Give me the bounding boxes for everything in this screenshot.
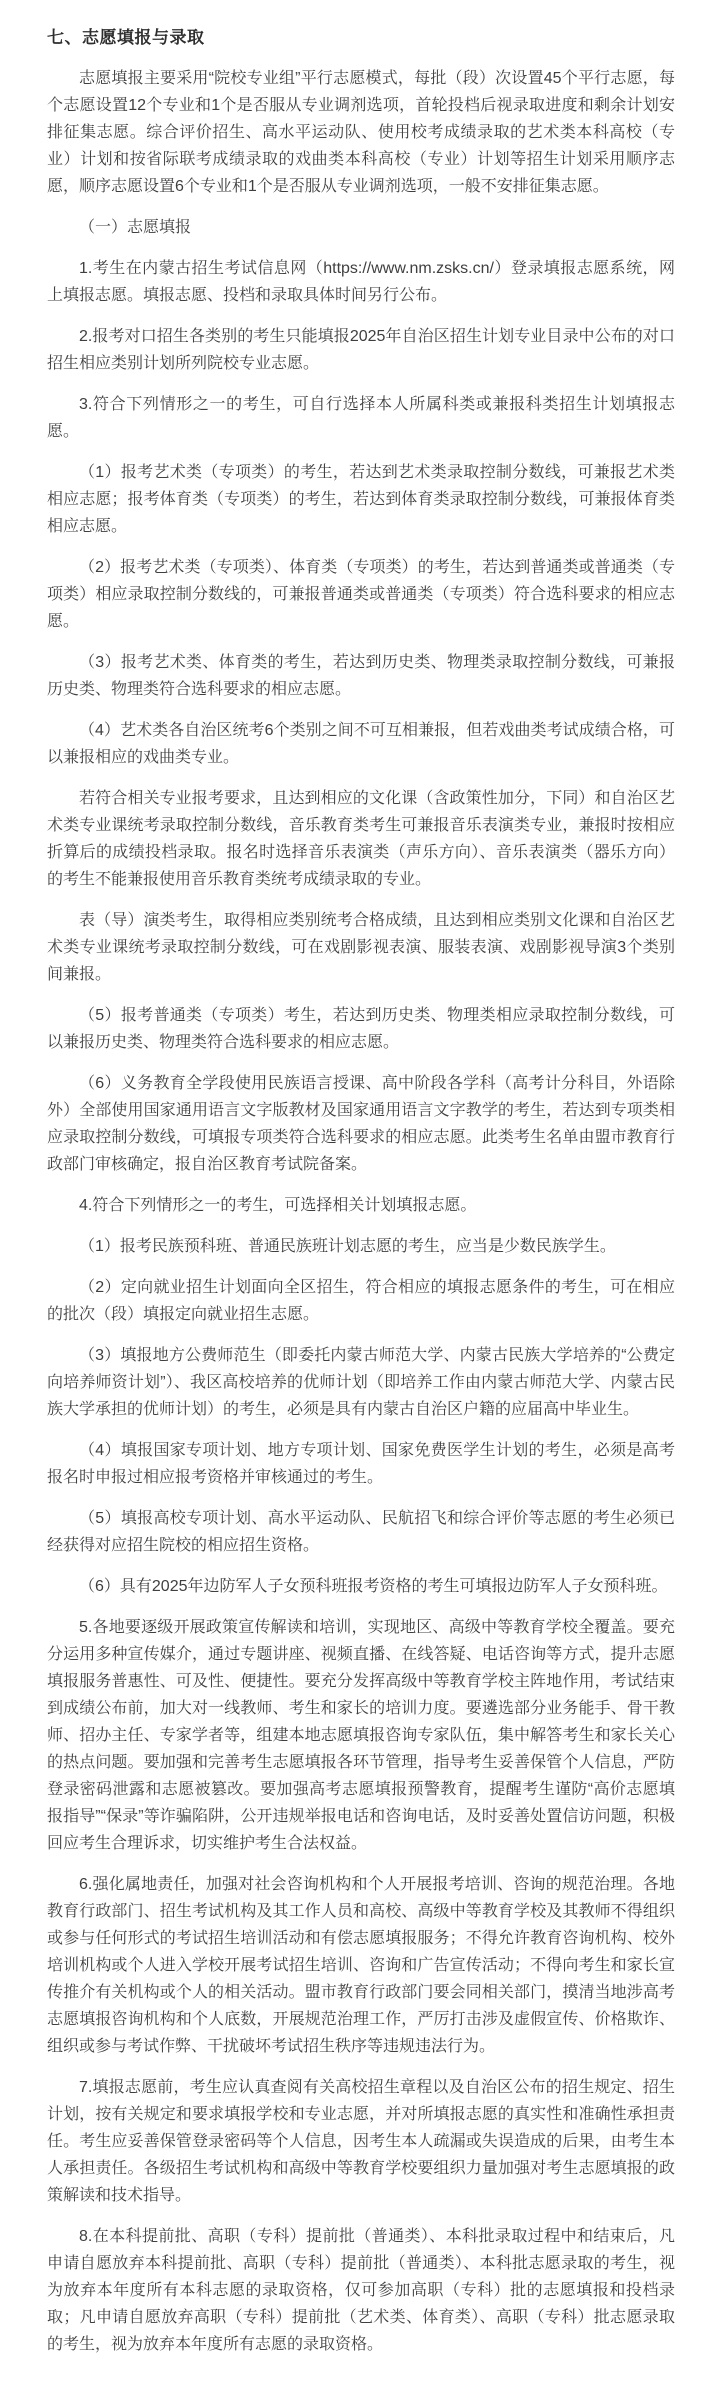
paragraph-3: 3.符合下列情形之一的考生，可自行选择本人所属科类或兼报科类招生计划填报志愿。	[47, 396, 675, 440]
paragraph-4-item-3: （3）填报地方公费师范生（即委托内蒙古师范大学、内蒙古民族大学培养的“公费定向培养师资计划”）、我区高校培养的优师计划（即培养工作由内蒙古师范大学、内蒙古民族大学承担的优师计划）的考生，必须是具有内蒙古自治区户籍的应届高中毕业生。	[47, 1347, 675, 1418]
paragraph-4-item-4: （4）填报国家专项计划、地方专项计划、国家免费医学生计划的考生，必须是高考报名时申报过相应报考资格并审核通过的考生。	[47, 1442, 675, 1486]
paragraph-1: 1.考生在内蒙古招生考试信息网（https://www.nm.zsks.cn/）登录填报志愿系统，网上填报志愿。填报志愿、投档和录取具体时间另行公布。	[47, 260, 675, 304]
paragraph-4-item-6: （6）具有2025年边防军人子女预科班报考资格的考生可填报边防军人子女预科班。	[79, 1578, 668, 1595]
paragraph-3-item-5: （5）报考普通类（专项类）考生，若达到历史类、物理类相应录取控制分数线，可以兼报历史类、物理类符合选科要求的相应志愿。	[47, 1007, 675, 1051]
paragraph-4-item-5: （5）填报高校专项计划、高水平运动队、民航招飞和综合评价等志愿的考生必须已经获得对应招生院校的相应招生资格。	[47, 1510, 675, 1554]
paragraph-3-item-3: （3）报考艺术类、体育类的考生，若达到历史类、物理类录取控制分数线，可兼报历史类、物理类符合选科要求的相应志愿。	[47, 654, 675, 698]
paragraph-5: 5.各地要逐级开展政策宣传解读和培训，实现地区、高级中等教育学校全覆盖。要充分运用多种宣传媒介，通过专题讲座、视频直播、在线答疑、电话咨询等方式，提升志愿填报服务普惠性、可及性、便捷性。要充分发挥高级中等教育学校主阵地作用，考试结束到成绩公布前，加大对一线教师、考生和家长的培训力度。要遴选部分业务能手、骨干教师、招办主任、专家学者等，组建本地志愿填报咨询专家队伍，集中解答考生和家长关心的热点问题。要加强和完善考生志愿填报各环节管理，指导考生妥善保管个人信息，严防登录密码泄露和志愿被篡改。要加强高考志愿填报预警教育，提醒考生谨防“高价志愿填报指导”“保录”等诈骗陷阱，公开违规举报电话和咨询电话，及时妥善处置信访问题，积极回应考生合理诉求，切实维护考生合法权益。	[47, 1619, 675, 1852]
paragraph-music-note: 若符合相关专业报考要求，且达到相应的文化课（含政策性加分，下同）和自治区艺术类专业课统考录取控制分数线，音乐教育类考生可兼报音乐表演类专业，兼报时按相应折算后的成绩投档录取。报名时选择音乐表演类（声乐方向）、音乐表演类（器乐方向）的考生不能兼报使用音乐教育类统考成绩录取的专业。	[47, 790, 675, 888]
paragraph-performance-note: 表（导）演类考生，取得相应类别统考合格成绩，且达到相应类别文化课和自治区艺术类专业课统考录取控制分数线，可在戏剧影视表演、服装表演、戏剧影视导演3个类别间兼报。	[47, 912, 675, 983]
subsection-heading: （一）志愿填报	[79, 219, 192, 236]
paragraph-4: 4.符合下列情形之一的考生，可选择相关计划填报志愿。	[79, 1197, 477, 1214]
paragraph-6: 6.强化属地责任，加强对社会咨询机构和个人开展报考培训、咨询的规范治理。各地教育行政部门、招生考试机构及其工作人员和高校、高级中等教育学校及其教师不得组织或参与任何形式的考试招生培训活动和有偿志愿填报服务；不得允许教育咨询机构、校外培训机构或个人进入学校开展考试招生培训、咨询和广告宣传活动；不得向考生和家长宣传推介有关机构或个人的相关活动。盟市教育行政部门要会同相关部门，摸清当地涉高考志愿填报咨询机构和个人底数，开展规范治理工作，严厉打击涉及虚假宣传、价格欺诈、组织或参与考试作弊、干扰破坏考试招生秩序等违规违法行为。	[47, 1876, 675, 2055]
intro-paragraph: 志愿填报主要采用“院校专业组”平行志愿模式，每批（段）次设置45个平行志愿，每个志愿设置12个专业和1个是否服从专业调剂选项，首轮投档后视录取进度和剩余计划安排征集志愿。综合评价招生、高水平运动队、使用校考成绩录取的艺术类本科高校（专业）计划和按省际联考成绩录取的戏曲类本科高校（专业）计划等招生计划采用顺序志愿，顺序志愿设置6个专业和1个是否服从专业调剂选项，一般不安排征集志愿。	[47, 70, 675, 195]
paragraph-4-item-1: （1）报考民族预科班、普通民族班计划志愿的考生，应当是少数民族学生。	[79, 1238, 616, 1255]
paragraph-4-item-2: （2）定向就业招生计划面向全区招生，符合相应的填报志愿条件的考生，可在相应的批次（段）填报定向就业招生志愿。	[47, 1279, 675, 1323]
section-heading: 七、志愿填报与录取	[47, 28, 205, 47]
paragraph-2: 2.报考对口招生各类别的考生只能填报2025年自治区招生计划专业目录中公布的对口招生相应类别计划所列院校专业志愿。	[47, 328, 675, 372]
paragraph-7: 7.填报志愿前，考生应认真查阅有关高校招生章程以及自治区公布的招生规定、招生计划，按有关规定和要求填报学校和专业志愿，并对所填报志愿的真实性和准确性承担责任。考生应妥善保管登录密码等个人信息，因考生本人疏漏或失误造成的后果，由考生本人承担责任。各级招生考试机构和高级中等教育学校要组织力量加强对考生志愿填报的政策解读和技术指导。	[47, 2079, 675, 2204]
paragraph-3-item-1: （1）报考艺术类（专项类）的考生，若达到艺术类录取控制分数线，可兼报艺术类相应志愿；报考体育类（专项类）的考生，若达到体育类录取控制分数线，可兼报体育类相应志愿。	[47, 464, 675, 535]
paragraph-3-item-4: （4）艺术类各自治区统考6个类别之间不可互相兼报，但若戏曲类考试成绩合格，可以兼报相应的戏曲类专业。	[47, 722, 675, 766]
paragraph-8: 8.在本科提前批、高职（专科）提前批（普通类）、本科批录取过程中和结束后，凡申请自愿放弃本科提前批、高职（专科）提前批（普通类）、本科批志愿录取的考生，视为放弃本年度所有本科志愿的录取资格，仅可参加高职（专科）批的志愿填报和投档录取；凡申请自愿放弃高职（专科）提前批（艺术类、体育类）、高职（专科）批志愿录取的考生，视为放弃本年度所有志愿的录取资格。	[47, 2228, 675, 2353]
paragraph-3-item-6: （6）义务教育全学段使用民族语言授课、高中阶段各学科（高考计分科目，外语除外）全部使用国家通用语言文字版教材及国家通用语言文字教学的考生，若达到专项类相应录取控制分数线，可填报专项类符合选科要求的相应志愿。此类考生名单由盟市教育行政部门审核确定，报自治区教育考试院备案。	[47, 1075, 675, 1173]
paragraph-3-item-2: （2）报考艺术类（专项类）、体育类（专项类）的考生，若达到普通类或普通类（专项类）相应录取控制分数线的，可兼报普通类或普通类（专项类）符合选科要求的相应志愿。	[47, 559, 675, 630]
